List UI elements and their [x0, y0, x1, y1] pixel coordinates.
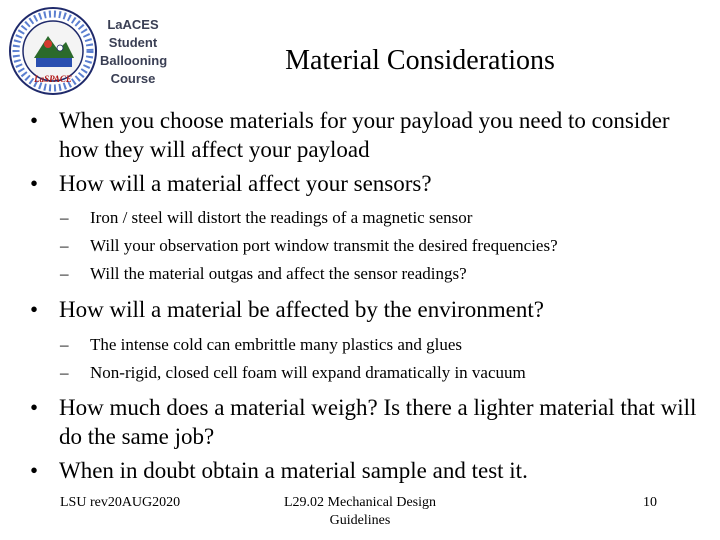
sub-bullet-marker: – — [60, 236, 69, 255]
laspace-seal-icon — [8, 6, 98, 96]
sub-bullet-marker: – — [60, 264, 69, 283]
sub-bullet-text: The intense cold can embrittle many plastics and glues — [90, 335, 462, 354]
bullet-text: When you choose materials for your payload you need to consider how they will affect your payload — [59, 108, 670, 162]
sub-bullet-marker: – — [60, 363, 69, 382]
sub-bullet-marker: – — [60, 335, 69, 354]
bullet-item — [30, 295, 702, 324]
sub-bullet-text: Non-rigid, closed cell foam will expand dramatically in vacuum — [90, 363, 526, 382]
sub-bullet-marker: – — [60, 208, 69, 227]
sub-bullet-item — [30, 332, 702, 357]
slide-title: Material Considerations — [285, 45, 555, 76]
footer-page-number: 10 — [643, 495, 657, 510]
logo-line-1: LaACES — [107, 17, 159, 32]
bullet-item — [30, 456, 702, 485]
bullet-marker: • — [30, 395, 39, 420]
logo-line-4: Course — [110, 71, 156, 86]
sub-bullet-item — [30, 205, 702, 230]
bullet-text: When in doubt obtain a material sample and test it. — [59, 458, 528, 483]
sub-bullet-text: Will the material outgas and affect the sensor readings? — [90, 264, 467, 283]
sub-bullet-text: Iron / steel will distort the readings of a magnetic sensor — [90, 208, 473, 227]
lasces-logo — [8, 6, 168, 98]
sub-bullet-text: Will your observation port window transmit the desired frequencies? — [90, 236, 558, 255]
bullet-item — [30, 169, 702, 198]
sub-bullet-item — [30, 233, 702, 258]
bullet-marker: • — [30, 297, 39, 322]
svg-text:LaSPACE: LaSPACE — [34, 74, 72, 84]
bullet-list — [30, 106, 702, 485]
logo-line-3: Ballooning — [100, 53, 168, 68]
bullet-marker: • — [30, 108, 39, 133]
logo-line-2: Student — [108, 35, 158, 50]
bullet-text: How will a material affect your sensors? — [59, 171, 432, 196]
bullet-item — [30, 106, 702, 164]
bullet-marker: • — [30, 458, 39, 483]
logo-text — [100, 16, 166, 88]
bullet-text: How will a material be affected by the environment? — [59, 297, 544, 322]
bullet-marker: • — [30, 171, 39, 196]
footer-course-title: L29.02 Mechanical Design Guidelines — [283, 495, 436, 528]
bullet-item — [30, 393, 702, 451]
footer-revision: LSU rev20AUG2020 — [60, 495, 181, 510]
bullet-text: How much does a material weigh? Is there a lighter material that will do the same job? — [59, 395, 697, 449]
sub-bullet-item — [30, 360, 702, 385]
sub-bullet-item — [30, 261, 702, 286]
